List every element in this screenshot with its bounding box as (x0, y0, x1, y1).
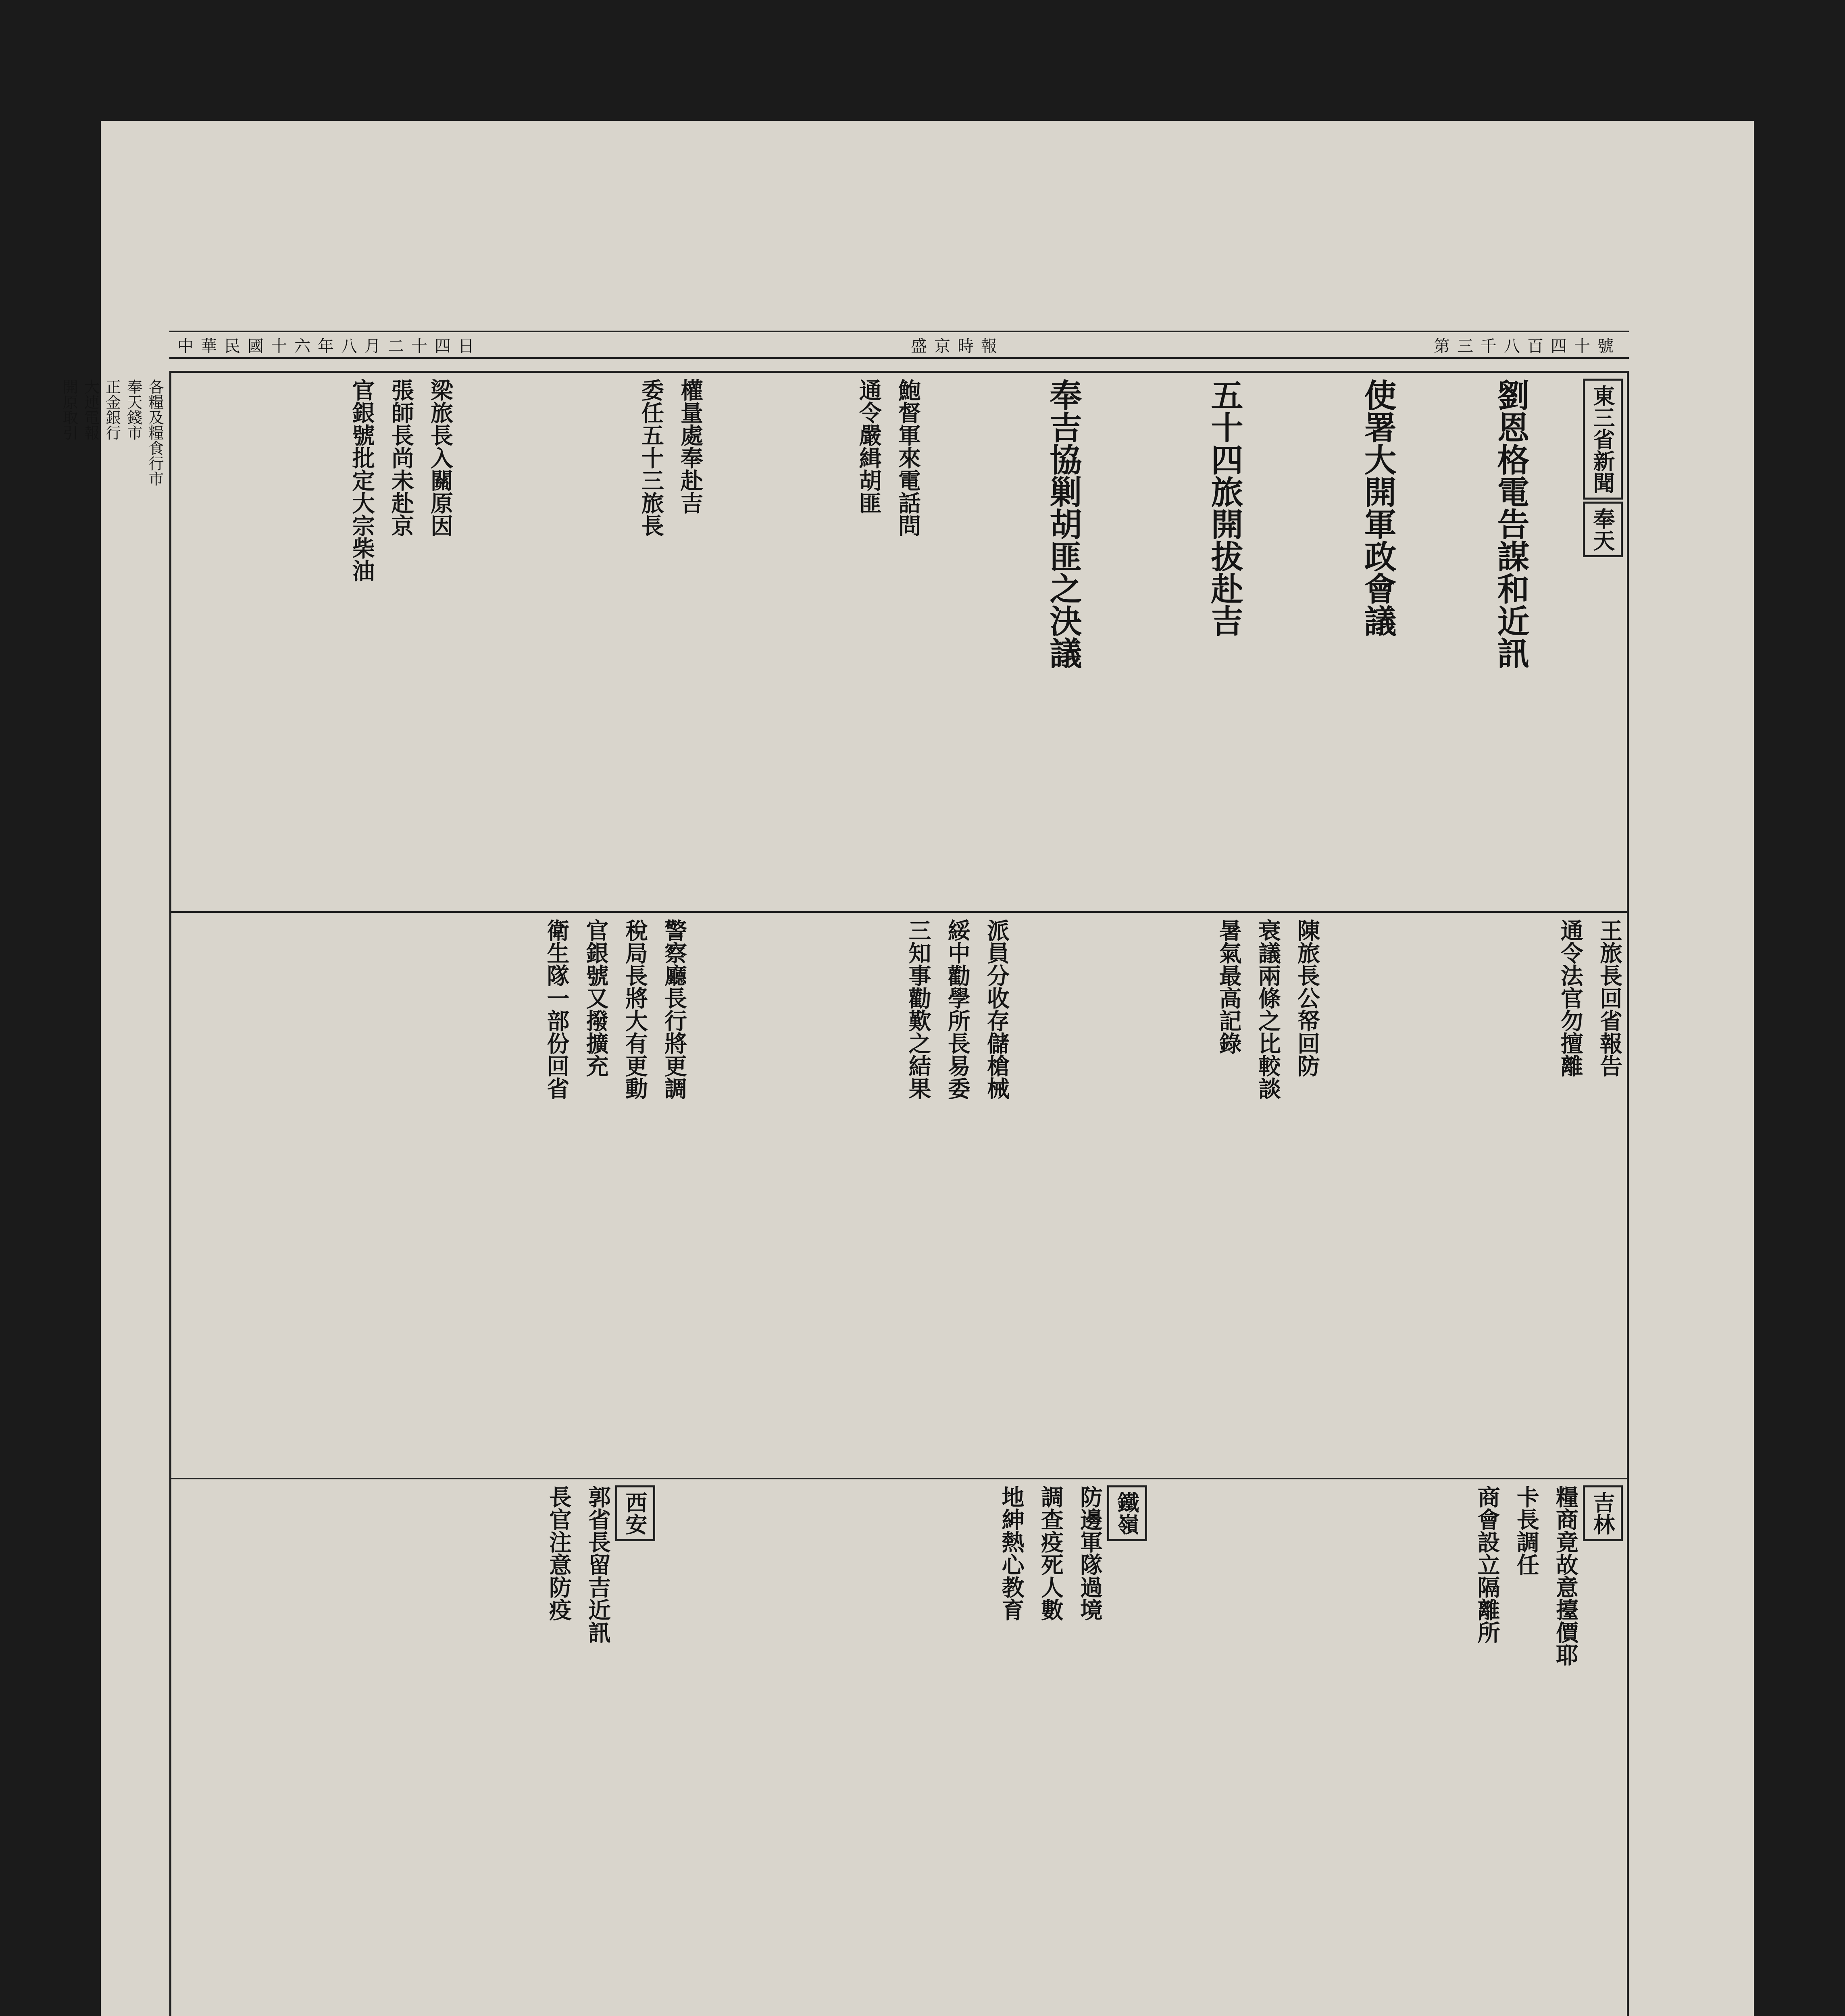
margin-exchange: 奉天錢市 (124, 379, 142, 440)
headline-29: 地紳熱心教育 (998, 1485, 1025, 1621)
masthead-strip (169, 331, 1629, 359)
article-7 (175, 373, 458, 909)
headline-11: 官銀號批定大宗柴油 (348, 379, 375, 582)
header-center: 盛京時報 (911, 337, 1004, 356)
margin-telegram: 大連電報 (81, 379, 100, 440)
article-12 (1155, 1480, 1627, 2016)
place-tag-1: 吉林 (1583, 1485, 1623, 1541)
headline-23: 衛生隊一部份回省 (543, 919, 570, 1100)
article-11 (175, 913, 691, 1476)
headline-19: 三知事勸歎之結果 (905, 919, 932, 1100)
headline-9: 梁旅長入關原因 (427, 379, 454, 537)
headline-14: 陳旅長公帑回防 (1294, 919, 1320, 1077)
article-8 (1329, 913, 1627, 1476)
article-6 (462, 373, 708, 909)
headline-20: 警察廳長行將更調 (661, 919, 687, 1100)
headline-17: 派員分收存儲槍械 (983, 919, 1010, 1100)
place-tag-3: 西安 (615, 1485, 655, 1541)
header-right: 第三千八百四十號 (1434, 337, 1621, 356)
section-east: 東三省新聞 (1583, 379, 1623, 500)
headline-18: 綏中勸學所長易委 (944, 919, 971, 1100)
band-divider-1 (171, 911, 1627, 913)
article-frame (169, 371, 1629, 2016)
headline-27: 防邊軍隊過境 (1077, 1485, 1103, 1621)
headline-31: 長官注意防疫 (545, 1485, 572, 1621)
headline-22: 官銀號又撥擴充 (582, 919, 609, 1077)
headline-25: 卡長調任 (1513, 1485, 1540, 1576)
article-9 (1018, 913, 1324, 1476)
headline-21: 稅局長將大有更動 (621, 919, 648, 1100)
headline-4: 奉吉協剿胡匪之決議 (1044, 379, 1082, 669)
article-14 (175, 1480, 659, 2016)
margin-trade: 開原取引 (60, 379, 78, 440)
article-4 (929, 373, 1087, 909)
headline-24: 糧商竟故意擡價耶 (1552, 1485, 1579, 1666)
market-margin (60, 379, 165, 2016)
headline-10: 張師長尚未赴京 (387, 379, 414, 537)
header-left: 中華民國十六年八月二十四日 (177, 337, 481, 356)
headline-26: 商會設立隔離所 (1474, 1485, 1501, 1643)
article-2 (1252, 373, 1401, 909)
headline-7: 權量處奉赴吉 (677, 379, 704, 514)
band-divider-2 (171, 1478, 1627, 1479)
section-fengtian: 奉天 (1583, 502, 1623, 557)
place-tag-2: 鐵嶺 (1107, 1485, 1147, 1541)
headline-30: 郭省長留吉近訊 (585, 1485, 611, 1643)
headline-5: 鮑督軍來電話問 (895, 379, 921, 537)
headline-28: 調查疫死人數 (1037, 1485, 1064, 1621)
headline-12: 王旅長回省報告 (1596, 919, 1623, 1077)
headline-3: 五十四旅開拔赴吉 (1206, 379, 1243, 637)
article-1 (1405, 373, 1534, 909)
article-3 (1091, 373, 1248, 909)
headline-8: 委任五十三旅長 (637, 379, 664, 537)
headline-15: 衰議兩條之比較談 (1254, 919, 1281, 1100)
article-13 (663, 1480, 1151, 2016)
headline-13: 通令法官勿擅離 (1557, 919, 1584, 1077)
headline-6: 通令嚴緝胡匪 (855, 379, 882, 514)
headline-2: 使署大開軍政會議 (1359, 379, 1397, 637)
margin-bank: 正金銀行 (103, 379, 121, 440)
margin-market: 各糧及糧食行市 (146, 379, 164, 486)
article-10 (696, 913, 1014, 1476)
section-east-cell (1538, 373, 1627, 909)
headline-16: 暑氣最高記錄 (1215, 919, 1242, 1054)
newspaper-page (60, 121, 1754, 2016)
article-5 (712, 373, 925, 909)
headline-1: 劉恩格電告謀和近訊 (1492, 379, 1530, 669)
